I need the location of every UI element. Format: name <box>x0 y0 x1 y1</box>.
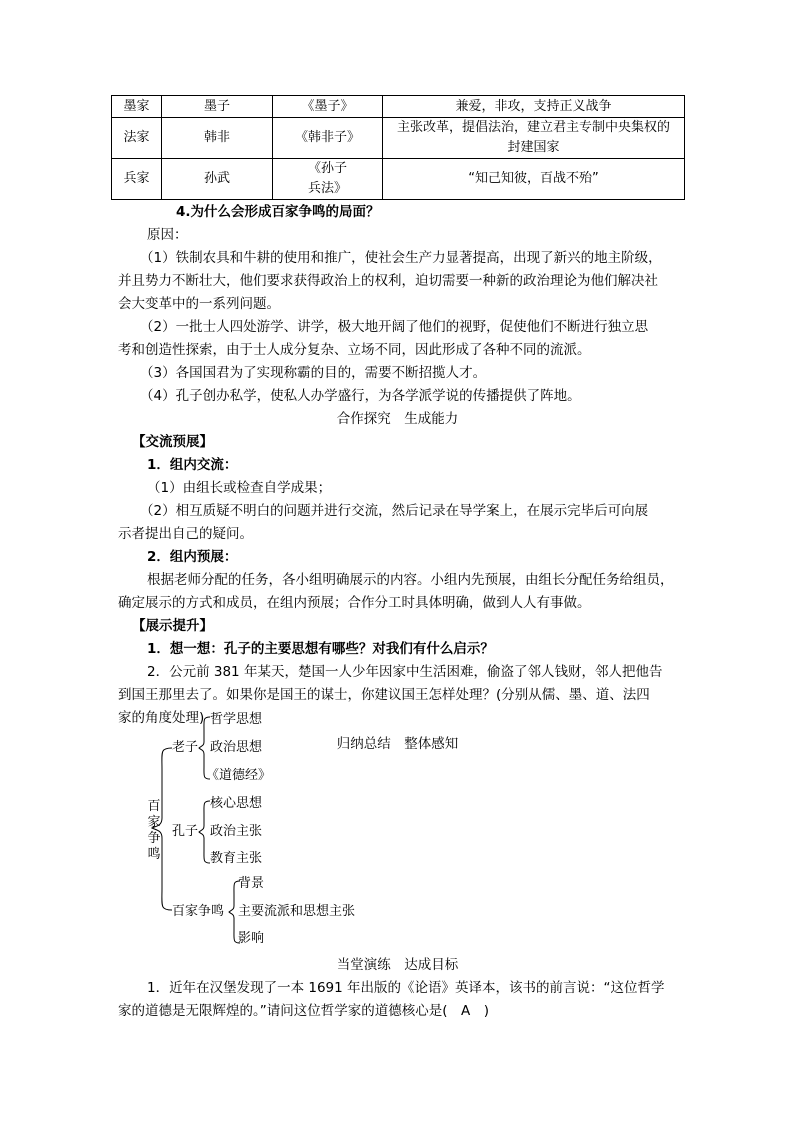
exchange-item-2: 2．组内预展： <box>147 549 238 565</box>
reason-1-line: 并且势力不断壮大，他们要求获得政治上的权利，迫切需要一种新的政治理论为他们解决社 <box>118 273 658 289</box>
table-row <box>112 159 685 200</box>
idea-line: 主张改革，提倡法治，建立君主专制中央集权的 <box>396 120 670 135</box>
work-line: 兵法》 <box>307 181 347 196</box>
tree-root-char: 鸣 <box>147 847 161 862</box>
kongzi-brace <box>199 801 210 863</box>
work-cell: 《韩非子》 <box>273 118 383 159</box>
idea-cell: 兼爱，非攻，支持正义战争 <box>383 96 685 118</box>
person-cell: 韩非 <box>162 118 273 159</box>
idea-line: 封建国家 <box>507 140 560 155</box>
schools-table <box>111 95 685 200</box>
exchange-heading: 【交流预展】 <box>132 434 213 450</box>
tree-leaf: 核心思想 <box>210 796 263 811</box>
tree-root-char: 争 <box>147 831 161 846</box>
exchange-item-1b-line: 示者提出自己的疑问。 <box>118 526 253 542</box>
exchange-item-2-line: 确定展示的方式和成员，在组内预展；合作分工时具体明确，做到人人有事做。 <box>118 595 591 611</box>
reason-3: （3）各国国君为了实现称霸的目的，需要不断招揽人才。 <box>140 365 487 381</box>
person-cell: 墨子 <box>162 96 273 118</box>
practice-question-1-line <box>118 1002 489 1020</box>
exchange-item-1a: （1）由组长或检查自学成果； <box>147 480 332 496</box>
display-heading: 【展示提升】 <box>132 618 213 634</box>
practice-question-1-line: 1．近年在汉堡发现了一本 1691 年出版的《论语》英译本，该书的前言说：“这位哲学 <box>147 980 665 996</box>
tree-leaf: 教育主张 <box>210 851 263 866</box>
reason-label: 原因： <box>147 227 188 243</box>
person-cell: 孙武 <box>162 159 273 200</box>
tree-node-laozi: 老子 <box>172 740 199 755</box>
tree-leaf: 《道德经》 <box>206 768 272 783</box>
tree-leaf: 主要流派和思想主张 <box>238 904 356 919</box>
tree-root-char: 家 <box>147 815 161 830</box>
tree-node-kongzi: 孔子 <box>172 824 199 839</box>
section-heading-cooperation: 合作探究 生成能力 <box>336 411 459 427</box>
exchange-item-1b-line: （2）相互质疑不明白的问题并进行交流，然后记录在导学案上，在展示完毕后可向展 <box>140 503 649 519</box>
tree-leaf: 政治思想 <box>210 740 263 755</box>
display-question-2-line: 家的角度处理) <box>118 710 205 726</box>
tree-leaf: 背景 <box>238 876 265 891</box>
idea-cell <box>383 118 685 159</box>
work-cell: 《墨子》 <box>273 96 383 118</box>
reason-1-line: （1）铁制农具和牛耕的使用和推广，使社会生产力显著提高，出现了新兴的地主阶级， <box>140 250 662 266</box>
display-question-2-line: 到国王那里去了。如果你是国王的谋士，你建议国王怎样处理？(分别从儒、墨、道、法四 <box>118 687 650 703</box>
tree-root-char: 百 <box>147 799 161 814</box>
display-question-2-line: 2．公元前 381 年某天，楚国一人少年因家中生活困难，偷盗了邻人钱财，邻人把他告 <box>147 664 663 680</box>
practice-answer: A <box>461 1003 471 1019</box>
tree-leaf: 政治主张 <box>210 824 263 839</box>
exchange-item-2-line: 根据老师分配的任务，各小组明确展示的内容。小组内先预展，由组长分配任务给组员， <box>147 572 674 588</box>
idea-cell: “知己知彼，百战不殆” <box>383 159 685 200</box>
work-cell <box>273 159 383 200</box>
table-row <box>112 118 685 159</box>
practice-question-1-text: 家的道德是无限辉煌的。”请问这位哲学家的道德核心是( <box>118 1003 462 1019</box>
exchange-item-1: 1．组内交流： <box>147 457 238 473</box>
reason-4: （4）孔子创办私学，使私人办学盛行，为各学派学说的传播提供了阵地。 <box>140 388 581 404</box>
table-row <box>112 96 685 118</box>
tree-node-baijia: 百家争鸣 <box>172 904 225 919</box>
section-heading-summary: 归纳总结 整体感知 <box>336 736 459 752</box>
practice-question-1-end: ) <box>470 1003 490 1019</box>
school-cell: 兵家 <box>112 159 162 200</box>
reason-1-line: 会大变革中的一系列问题。 <box>118 296 280 312</box>
reason-2-line: （2）一批士人四处游学、讲学，极大地开阔了他们的视野，促使他们不断进行独立思 <box>140 319 649 335</box>
section-heading-practice: 当堂演练 达成目标 <box>336 957 459 973</box>
school-cell: 墨家 <box>112 96 162 118</box>
display-question-1: 1．想一想：孔子的主要思想有哪些？对我们有什么启示？ <box>147 641 494 657</box>
work-line: 《孙子 <box>307 161 347 176</box>
tree-leaf: 哲学思想 <box>210 712 263 727</box>
reason-2-line: 考和创造性探索，由于士人成分复杂、立场不同，因此形成了各种不同的流派。 <box>118 342 591 358</box>
tree-leaf: 影响 <box>238 931 265 946</box>
school-cell: 法家 <box>112 118 162 159</box>
question-4-title: 4.为什么会形成百家争鸣的局面？ <box>176 204 380 220</box>
